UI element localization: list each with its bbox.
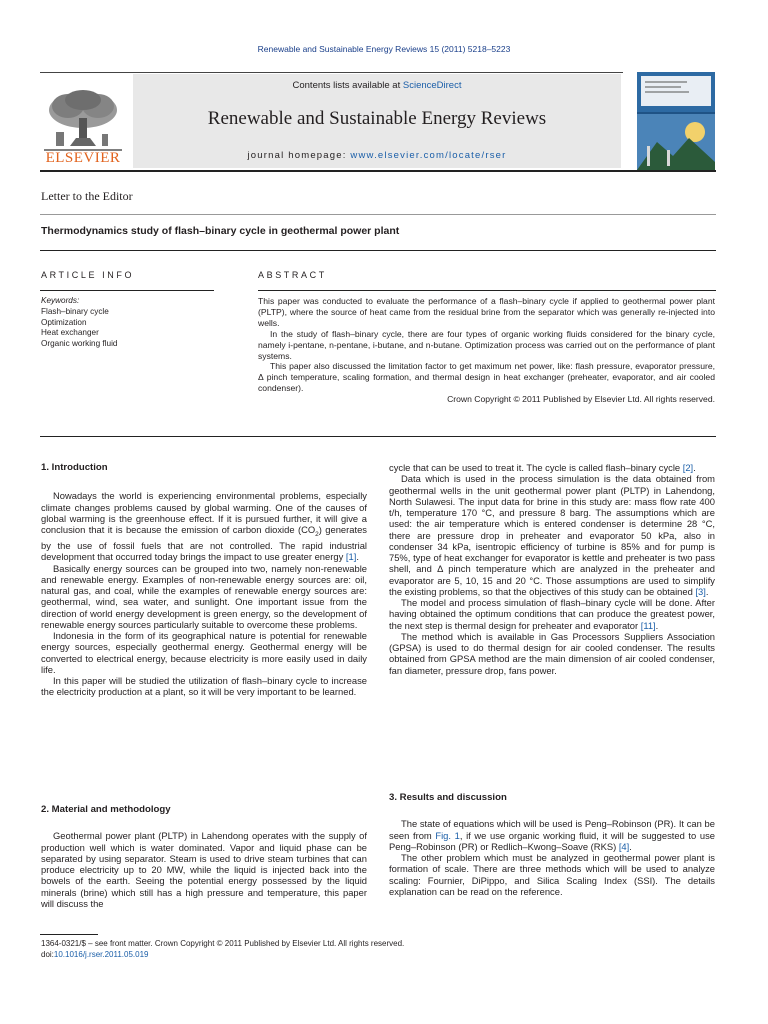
issn-line: 1364-0321/$ – see front matter. Crown Copyright © 2011 Published by Elsevier Ltd. All rights reserved.	[41, 939, 405, 948]
header-bottom-rule	[40, 170, 716, 172]
journal-cover-image[interactable]	[637, 72, 715, 170]
doi-line	[41, 949, 404, 960]
citation-link[interactable]: [2]	[682, 462, 694, 473]
divider	[40, 250, 716, 251]
citation-link[interactable]: [4]	[618, 840, 630, 852]
footer-rule	[40, 934, 98, 935]
keyword-item: Optimization	[41, 317, 87, 327]
paragraph: The method which is available in Gas Processors Suppliers Association (GPSA) is used to do thermal design for air cooled condenser. The results obtained from GPSA method are the main dimension of air cooled condenser, fan diameter, pressure drop, fans power.	[389, 630, 715, 676]
text-span: ) generates by the use of fossil fuels that are not controlled. The rapid industrial development that occurred today brings the impact to use greater energy	[41, 524, 367, 563]
divider	[40, 290, 214, 291]
homepage-link[interactable]: www.elsevier.com/locate/rser	[350, 150, 507, 161]
keyword-item: Flash–binary cycle	[41, 306, 109, 316]
citation-link[interactable]: [3]	[695, 585, 706, 597]
article-type-label: Letter to the Editor	[41, 189, 133, 203]
paragraph	[389, 462, 715, 473]
journal-title: Renewable and Sustainable Energy Reviews	[207, 108, 547, 129]
doi-link[interactable]: 10.1016/j.rser.2011.05.019	[53, 950, 149, 959]
figure-link[interactable]: Fig. 1	[435, 829, 460, 841]
divider	[40, 214, 716, 215]
citation-link[interactable]: [1]	[345, 551, 357, 563]
paragraph: In this paper will be studied the utilization of flash–binary cycle to increase the electricity production at a plant, so it will be very important to be learned.	[41, 675, 367, 698]
paragraph	[389, 818, 715, 852]
doi-prefix: doi:	[41, 950, 54, 959]
section-heading-methodology: 2. Material and methodology	[41, 804, 171, 815]
divider	[40, 436, 716, 437]
contents-line	[133, 80, 621, 91]
paragraph: Indonesia in the form of its geographical nature is potential for renewable energy sources, especially geothermal energy. Geothermal energy will be converted to electrical energy, because electricity is more easily used in daily life.	[41, 630, 367, 675]
abstract-heading: ABSTRACT	[258, 270, 327, 280]
paragraph	[389, 597, 715, 631]
paragraph: Basically energy sources can be grouped into two, namely non-renewable and renewable energy. Examples of non-renewable energy sources are: oil, natural gas, and coal, while the examples of renewable energy sources are: geothermal, wind, sea water, and sunlight. One important issue from the direction of world energy development is green energy, so the development of renewable energy sources particularly suitable to overcome these problems.	[41, 562, 367, 630]
sciencedirect-link[interactable]: ScienceDirect	[402, 80, 462, 91]
keyword-item: Heat exchanger	[41, 328, 99, 338]
section-heading-results: 3. Results and discussion	[389, 792, 507, 803]
text-span: cycle that can be used to treat it. The cycle is called flash–binary cycle	[389, 462, 683, 473]
abstract-body	[258, 296, 715, 405]
journal-citation[interactable]: Renewable and Sustainable Energy Reviews 15 (2011) 5218–5223	[257, 44, 511, 54]
text-span: .	[356, 551, 359, 563]
divider	[258, 290, 716, 291]
keywords-block	[41, 296, 213, 350]
text-span: .	[705, 585, 709, 597]
homepage-prefix: journal homepage:	[247, 150, 351, 161]
keywords-label: Keywords:	[41, 296, 80, 305]
abstract-paragraph: In the study of flash–binary cycle, there are four types of organic working fluids considered for the binary cycle, namely i-pentane, n-pentane, i-butane, and n-butane. Optimization process was carried out on the performance of plant systems.	[258, 328, 715, 361]
text-span: .	[693, 462, 696, 473]
text-span: Data which is used in the process simulation is the data obtained from geothermal wells in the unit geothermal power plant (PLTP) in Lahendong, North Sulawesi. The input data for brine in this study are: mass flow rate 400 t/h, temperature 170 °C, and pressure 8 barg. The assumptions which are used: the air temperature which is entered condenser is determine 28 °C, there are pressure drop in preheater and evaporator 50 kPa, also in condenser 34 kPa, isentropic efficiency of turbine is 85% and for pump is 75%, type of heat exchanger for evaporator is kettle and preheater is two pass shell, and Δ pinch temperature which are analyzed in the preheater and evaporator are 5, 10, 15 and 20 °C. Those assumptions are used to simplify the existing problems, so that the objectives of this study can be obtained	[389, 473, 715, 597]
keyword-item: Organic working fluid	[41, 339, 118, 349]
homepage-line	[133, 150, 621, 161]
paragraph: Geothermal power plant (PLTP) in Lahendong operates with the supply of production well which is water dominated. Vapor and liquid phase can be separated by using separator. Steam is used to drive steam turbines that can produce electricity up to 20 MW, while the liquid is injected back into the bowels of the earth. Seeing the potential energy possessed by the liquid minerals (brine) which still has a high pressure and temperature, this paper will discuss the	[41, 830, 367, 909]
article-info-heading: ARTICLE INFO	[41, 270, 135, 280]
footer	[41, 938, 404, 960]
citation-link[interactable]: [11]	[640, 619, 656, 631]
paragraph	[389, 473, 715, 597]
body-column-right	[389, 462, 715, 676]
abstract-copyright: Crown Copyright © 2011 Published by Elsevier Ltd. All rights reserved.	[447, 394, 715, 405]
paper-title: Thermodynamics study of flash–binary cycle in geothermal power plant	[41, 225, 400, 237]
body-column-right-section3	[389, 792, 715, 897]
header-top-rule	[40, 72, 623, 73]
abstract-paragraph: This paper also discussed the limitation factor to get maximum net power, like: flash pressure, evaporator pressure, Δ pinch temperature, scaling formation, and thermal design in heat exchanger (preheater, evaporator, and air cooled condenser).	[258, 361, 715, 394]
text-span: .	[655, 619, 659, 631]
paragraph: The other problem which must be analyzed in geothermal power plant is formation of scale. There are three methods which will be used to analyze scaling: Fournier, DiPippo, and Silica Scaling Index (SSI). The details explanation can be read on the reference.	[389, 852, 715, 897]
text-span: , if we use organic working fluid, it will be suggested to use Peng–Robinson (PR) or Redlich–Kwong–Soave (RKS)	[389, 829, 715, 852]
section-heading-introduction: 1. Introduction	[41, 462, 108, 473]
text-span: The model and process simulation of flash–binary cycle will be done. After having obtained the optimum conditions that can produce the greatest power, the next step is thermal design for preheater and evaporator	[389, 597, 715, 631]
abstract-paragraph: This paper was conducted to evaluate the performance of a flash–binary cycle if applied to geothermal power plant (PLTP), where the source of heat came from the residual brine from the separator which was generally re-injected into wells.	[258, 296, 715, 328]
text-span: The state of equations which will be used is Peng–Robinson (PR). It can be seen from	[389, 818, 715, 841]
contents-prefix: Contents lists available at	[292, 80, 403, 91]
body-column-left-section2	[41, 804, 367, 909]
paragraph	[41, 490, 367, 562]
body-column-left	[41, 462, 367, 698]
subscript: 2	[315, 530, 319, 538]
text-span: Nowadays the world is experiencing environmental problems, especially climate changes problems caused by global warming. One of the causes of global warming is the greenhouse effect. If it is pursued further, it will give a conclusion that it is because the emission of carbon dioxide (CO	[41, 490, 367, 535]
elsevier-wordmark: ELSEVIER	[45, 150, 121, 166]
text-span: .	[629, 840, 632, 852]
